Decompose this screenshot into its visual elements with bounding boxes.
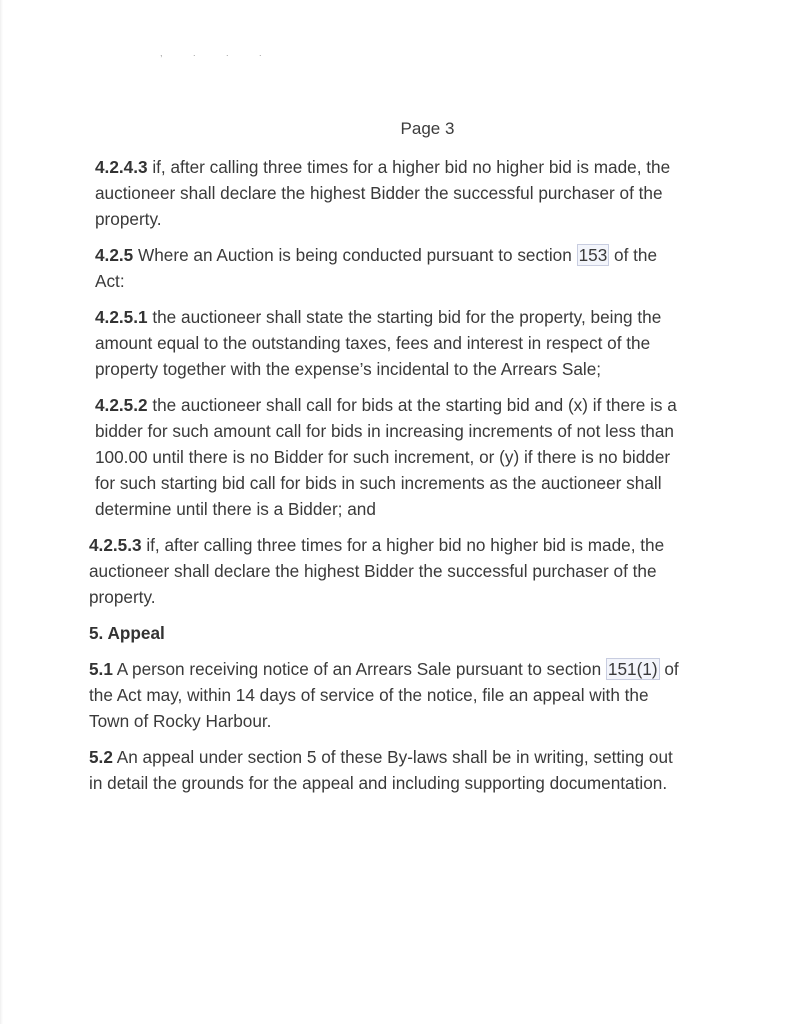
clause-text: if, after calling three times for a higher bid no higher bid is made, the auctioneer shall declare the highest Bidder the successful purchaser of the property. [89, 535, 665, 607]
scan-marks: , . . . [160, 48, 276, 58]
clause-5-2 [89, 744, 679, 796]
clause-4-2-5-3 [89, 532, 679, 610]
clause-text: if, after calling three times for a higher bid no higher bid is made, the auctioneer shall declare the highest Bidder the successful purchaser of the property. [95, 157, 671, 229]
clause-text-continued: of the Act: [95, 245, 658, 291]
clause-text: A person receiving notice of an Arrears Sale pursuant to section [112, 659, 606, 679]
clause-number: 4.2.5.2 [95, 395, 148, 415]
clause-text: the auctioneer shall state the starting bid for the property, being the amount equal to the outstanding taxes, fees and interest in respect of the property together with the expense’s incidental to the Arrears Sale; [95, 307, 662, 379]
clause-number: 4.2.5 [95, 245, 134, 265]
clause-number: 5.2 [89, 747, 113, 767]
clause-text-continued: of the Act may, within 14 days of service of the notice, file an appeal with the Town of Rocky Harbour. [89, 659, 679, 731]
clause-number: 4.2.4.3 [95, 157, 148, 177]
clause-5-1 [89, 656, 679, 734]
document-body [89, 154, 679, 806]
clause-4-2-5 [89, 242, 679, 294]
section-heading-appeal: 5. Appeal [89, 623, 165, 643]
clause-text: Where an Auction is being conducted pursuant to section [133, 245, 577, 265]
clause-4-2-5-1 [89, 304, 679, 382]
clause-4-2-5-2 [89, 392, 679, 522]
clause-4-2-4-3 [89, 154, 679, 232]
clause-text: An appeal under section 5 of these By-laws shall be in writing, setting out in detail the grounds for the appeal and including supporting documentation. [89, 747, 673, 793]
page-number: Page 3 [400, 119, 455, 138]
clause-number: 4.2.5.3 [89, 535, 142, 555]
clause-text: the auctioneer shall call for bids at the starting bid and (x) if there is a bidder for such amount call for bids in increasing increments of not less than 100.00 until there is no Bidder for such increment, or (y) if there is no bidder for such starting bid call for bids in such increments as the auctioneer shall determine until there is a Bidder; and [95, 395, 677, 519]
clause-number: 5.1 [89, 659, 113, 679]
clause-number: 4.2.5.1 [95, 307, 148, 327]
section-reference-link[interactable]: 151(1) [607, 659, 658, 679]
scan-edge [0, 0, 3, 1024]
section-reference-link[interactable]: 153 [578, 245, 608, 265]
